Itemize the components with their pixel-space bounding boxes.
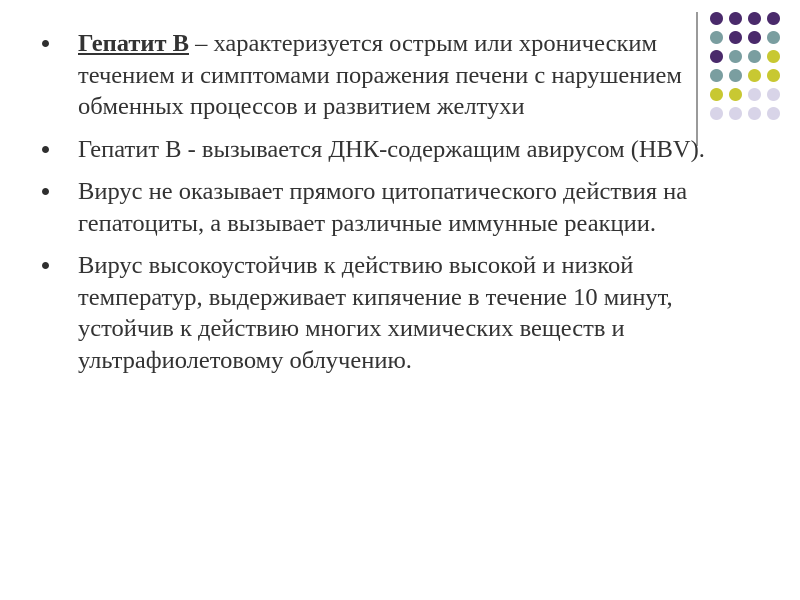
decorative-dot — [710, 12, 723, 25]
decorative-dot — [767, 31, 780, 44]
decorative-dot — [767, 88, 780, 101]
decorative-dot — [729, 12, 742, 25]
bullet-text: – характеризуется острым или хроническим течением и симптомами поражения печени с нарушением обменных процессов и развитием желтухи — [78, 30, 682, 120]
bullet-item — [40, 176, 750, 239]
bullet-list — [40, 28, 750, 387]
bullet-item — [40, 28, 750, 123]
bullet-text: Вирус высокоустойчив к действию высокой и низкой температур, выдерживает кипячение в течение 10 минут, устойчив к действию многих химических веществ и ультрафиолетовому облучению. — [78, 252, 673, 374]
bullet-text: Вирус не оказывает прямого цитопатического действия на гепатоциты, а вызывает различные иммунные реакции. — [78, 178, 688, 237]
bullet-text: Гепатит В - вызывается ДНК-содержащим авирусом (HBV). — [78, 135, 705, 163]
decorative-dot — [767, 12, 780, 25]
decorative-dot — [767, 69, 780, 82]
bullet-item — [40, 250, 750, 376]
bullet-term: Гепатит В — [78, 30, 189, 57]
decorative-dot — [767, 50, 780, 63]
decorative-dot — [748, 12, 761, 25]
bullet-item — [40, 134, 750, 166]
decorative-dot — [767, 107, 780, 120]
